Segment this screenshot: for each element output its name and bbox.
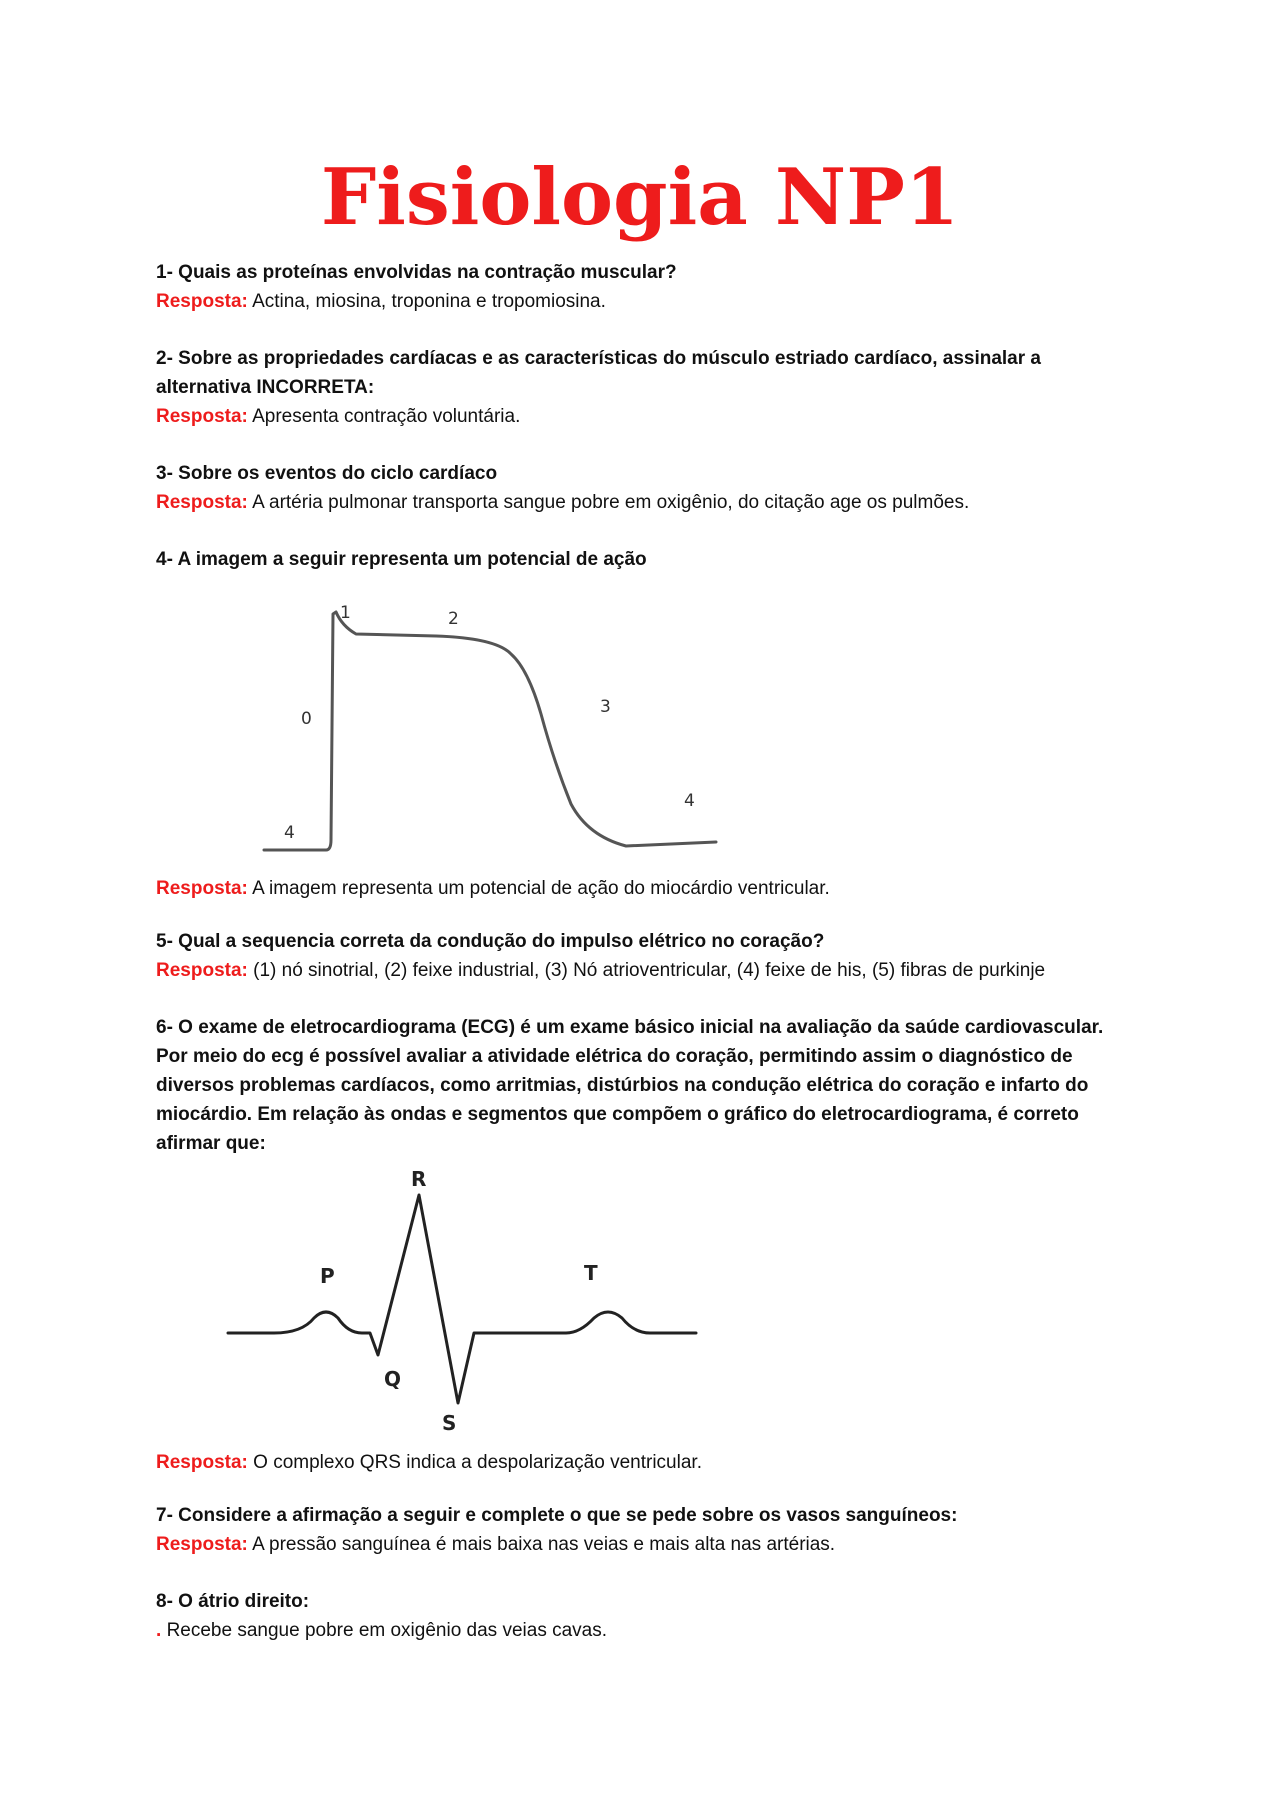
answer-label: Resposta: (156, 406, 248, 427)
answer-7-text: A pressão sanguínea é mais baixa nas veias e mais alta nas artérias. (252, 1534, 836, 1555)
phase-label-4-right: 4 (684, 791, 695, 811)
answer-4-text: A imagem representa um potencial de ação do miocárdio ventricular. (252, 878, 830, 899)
question-4-text: 4- A imagem a seguir representa um potencial de ação (156, 549, 647, 570)
question-block-6 (156, 1013, 1136, 1477)
answer-8-text: Recebe sangue pobre em oxigênio das veias cavas. (166, 1620, 608, 1641)
phase-label-1: 1 (340, 603, 351, 623)
answer-4 (156, 874, 1136, 903)
question-block-1 (156, 258, 1136, 316)
ecg-label-p: P (320, 1264, 335, 1288)
ecg-trace (228, 1195, 696, 1403)
answer-8 (156, 1616, 1136, 1645)
question-block-4 (156, 545, 1136, 903)
answer-6 (156, 1448, 1136, 1477)
phase-label-0: 0 (301, 709, 312, 729)
action-potential-diagram (156, 574, 1136, 874)
answer-5 (156, 956, 1136, 985)
action-potential-curve (264, 612, 716, 850)
answer-bullet: . (156, 1620, 162, 1641)
question-block-7 (156, 1501, 1136, 1559)
ecg-diagram (156, 1158, 1136, 1448)
answer-label: Resposta: (156, 492, 248, 513)
ecg-figure (156, 1158, 1136, 1448)
answer-2 (156, 402, 1136, 431)
action-potential-figure (156, 574, 1136, 874)
ecg-label-t: T (584, 1261, 598, 1285)
question-6-text: 6- O exame de eletrocardiograma (ECG) é um exame básico inicial na avaliação da saúde cardiovascular. Por meio do ecg é possível avaliar a atividade elétrica do coração, permitindo assim o diagnóstico de diversos problemas cardíacos, como arritmias, distúrbios na condução elétrica do coração e infarto do miocárdio. Em relação às ondas e segmentos que compõem o gráfico do eletrocardiograma, é correto afirmar que: (156, 1017, 1104, 1154)
answer-3-text: A artéria pulmonar transporta sangue pobre em oxigênio, do citação age os pulmões. (252, 492, 970, 513)
question-5-text: 5- Qual a sequencia correta da condução do impulso elétrico no coração? (156, 931, 825, 952)
ecg-label-q: Q (384, 1367, 402, 1391)
answer-6-text: O complexo QRS indica a despolarização ventricular. (253, 1452, 702, 1473)
question-7-text: 7- Considere a afirmação a seguir e complete o que se pede sobre os vasos sanguíneos: (156, 1505, 958, 1526)
answer-1-text: Actina, miosina, troponina e tropomiosina. (252, 291, 606, 312)
ecg-label-r: R (411, 1167, 427, 1191)
answer-label: Resposta: (156, 291, 248, 312)
document-title: Fisiologia NP1 (320, 152, 960, 243)
ecg-label-s: S (442, 1411, 457, 1435)
answer-label: Resposta: (156, 1534, 248, 1555)
answer-1 (156, 287, 1136, 316)
answer-3 (156, 488, 1136, 517)
document-content (156, 258, 1136, 1673)
answer-label: Resposta: (156, 878, 248, 899)
question-block-2 (156, 344, 1136, 431)
question-3-text: 3- Sobre os eventos do ciclo cardíaco (156, 463, 498, 484)
question-8-text: 8- O átrio direito: (156, 1591, 310, 1612)
question-1-text: 1- Quais as proteínas envolvidas na contração muscular? (156, 262, 677, 283)
question-2-text: 2- Sobre as propriedades cardíacas e as características do músculo estriado cardíaco, assinalar a alternativa INCORRETA: (156, 348, 1041, 398)
phase-label-3: 3 (600, 697, 611, 717)
answer-label: Resposta: (156, 960, 248, 981)
answer-5-text: (1) nó sinotrial, (2) feixe industrial, (3) Nó atrioventricular, (4) feixe de his, (5) fibras de purkinje (253, 960, 1046, 981)
answer-2-text: Apresenta contração voluntária. (252, 406, 521, 427)
answer-label: Resposta: (156, 1452, 248, 1473)
question-block-3 (156, 459, 1136, 517)
phase-label-2: 2 (448, 609, 459, 629)
phase-label-4-left: 4 (284, 823, 295, 843)
question-block-5 (156, 927, 1136, 985)
answer-7 (156, 1530, 1136, 1559)
question-block-8 (156, 1587, 1136, 1645)
